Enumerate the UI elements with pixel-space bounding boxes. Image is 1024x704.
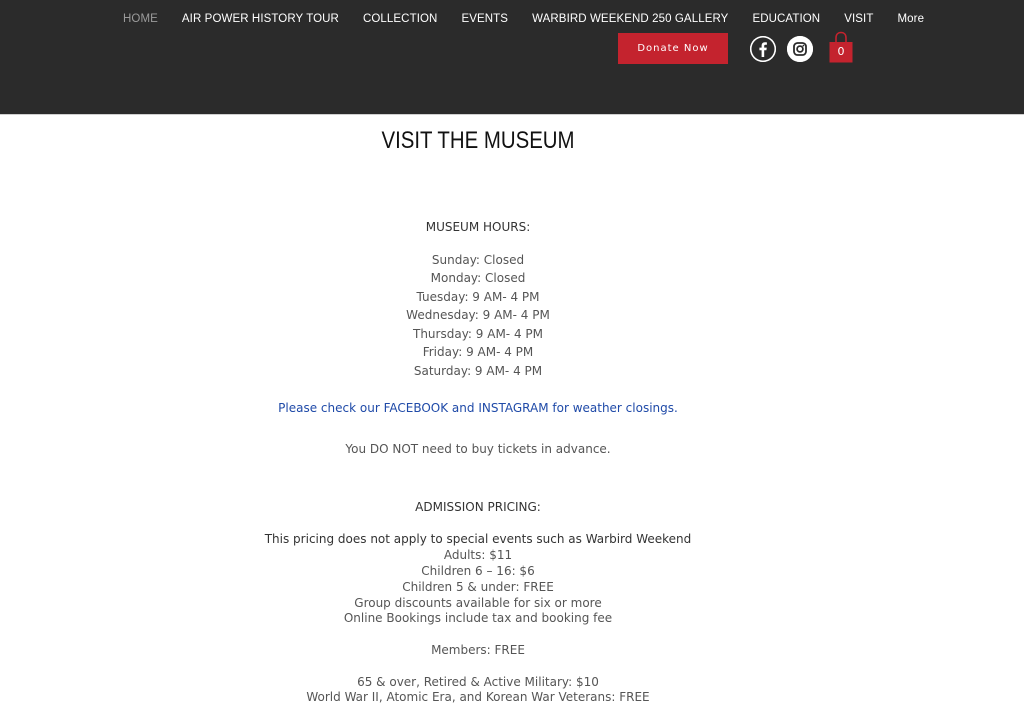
hours-line-friday: Friday: 9 AM- 4 PM [422, 345, 534, 359]
nav-item-home[interactable]: HOME [123, 13, 158, 25]
price-children-5-under: Children 5 & under: FREE [402, 580, 554, 594]
hours-line-wednesday: Wednesday: 9 AM- 4 PM [406, 308, 550, 322]
price-children-6-16: Children 6 – 16: $6 [421, 564, 535, 578]
group-discounts: Group discounts available for six or more [354, 596, 602, 610]
site-header [0, 0, 1024, 115]
nav-item-education[interactable]: EDUCATION [752, 13, 821, 25]
nav-item-events[interactable]: EVENTS [461, 13, 509, 25]
admission-heading: ADMISSION PRICING: [415, 500, 541, 514]
hours-line-tuesday: Tuesday: 9 AM- 4 PM [416, 290, 540, 304]
shopping-bag-icon[interactable] [828, 31, 854, 64]
hours-line-saturday: Saturday: 9 AM- 4 PM [413, 364, 543, 378]
price-adults: Adults: $11 [443, 548, 513, 562]
nav-item-air-power-history-tour[interactable]: AIR POWER HISTORY TOUR [181, 13, 339, 25]
nav-item-collection[interactable]: COLLECTION [362, 13, 438, 25]
nav-item-warbird-weekend-gallery[interactable]: WARBIRD WEEKEND 250 GALLERY [532, 13, 729, 25]
page-title: VISIT THE MUSEUM [381, 127, 575, 154]
hours-line-sunday: Sunday: Closed [431, 253, 525, 267]
donate-now-button[interactable]: Donate Now [618, 33, 728, 64]
online-booking-note: Online Bookings include tax and booking fee [343, 611, 613, 625]
instagram-icon[interactable] [787, 36, 813, 62]
weather-closings-link[interactable]: Please check our FACEBOOK and INSTAGRAM for weather closings. [278, 401, 678, 415]
facebook-icon[interactable] [750, 36, 776, 62]
hours-line-monday: Monday: Closed [430, 271, 526, 285]
price-members: Members: FREE [431, 643, 525, 657]
price-veterans: World War II, Atomic Era, and Korean War Veterans: FREE [306, 690, 650, 704]
hours-line-thursday: Thursday: 9 AM- 4 PM [413, 327, 543, 341]
cart-count: 0 [837, 45, 845, 58]
pricing-note: This pricing does not apply to special events such as Warbird Weekend [264, 532, 692, 546]
tickets-note: You DO NOT need to buy tickets in advance. [345, 442, 611, 456]
nav-item-visit[interactable]: VISIT [844, 13, 874, 25]
hours-heading: MUSEUM HOURS: [425, 220, 531, 234]
price-seniors-military: 65 & over, Retired & Active Military: $10 [357, 675, 599, 689]
nav-item-more[interactable]: More [897, 13, 925, 25]
main-nav [111, 10, 936, 28]
